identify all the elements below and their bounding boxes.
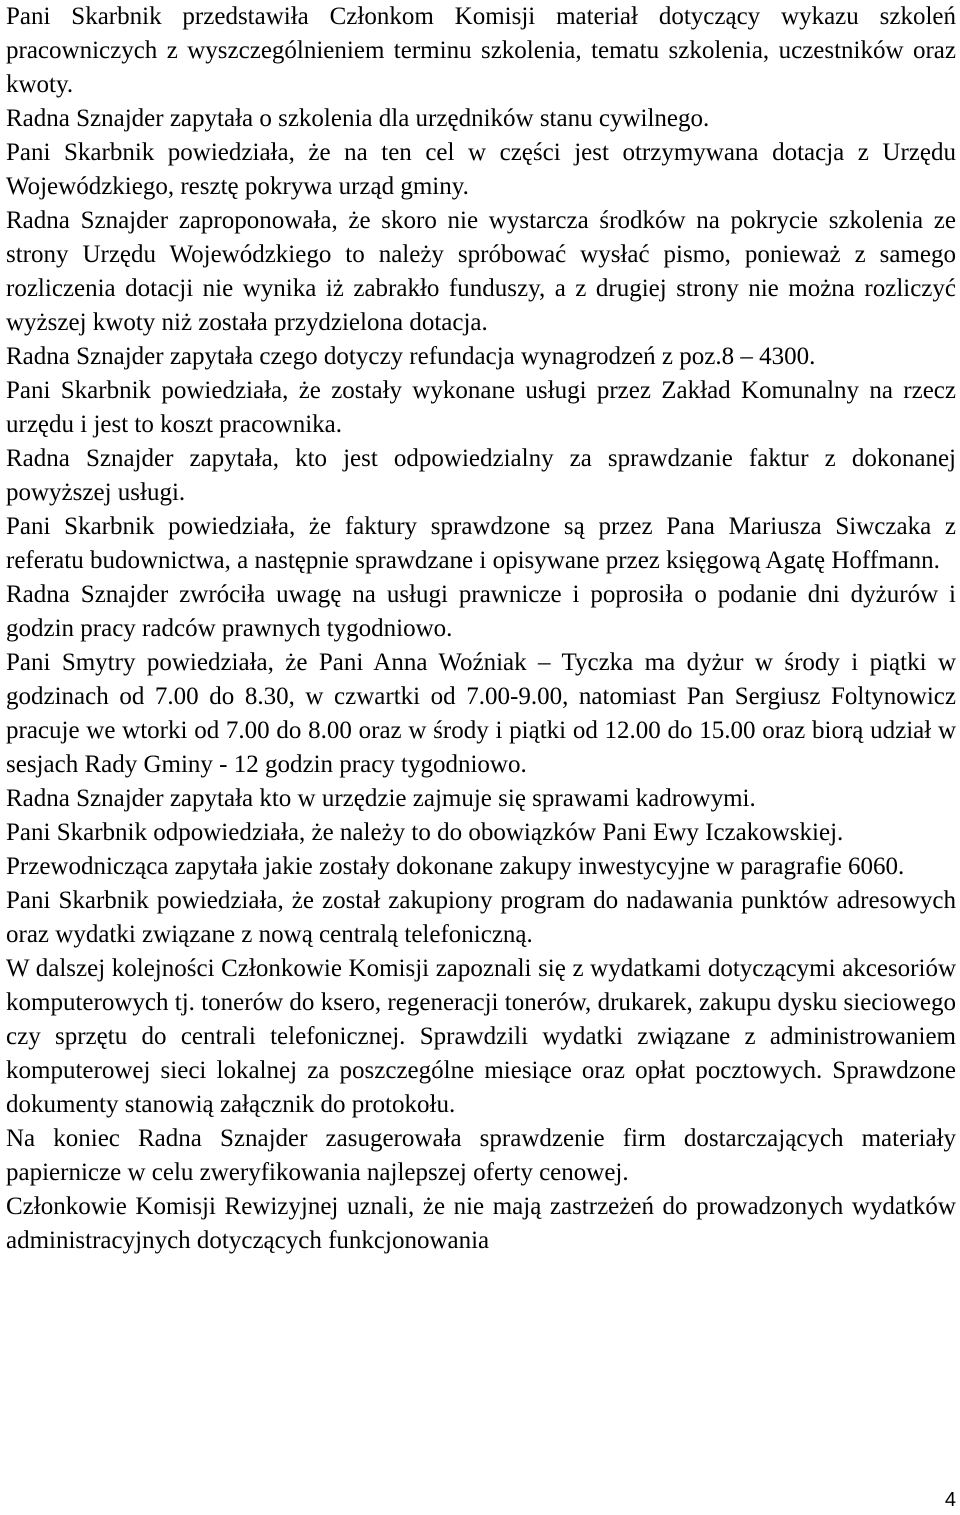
paragraph: Radna Sznajder zapytała czego dotyczy refundacja wynagrodzeń z poz.8 – 4300. xyxy=(6,343,816,370)
paragraph: Pani Skarbnik odpowiedziała, że należy to do obowiązków Pani Ewy Iczakowskiej. xyxy=(6,819,844,846)
paragraph: Radna Sznajder zaproponowała, że skoro nie wystarcza środków na pokrycie szkolenia ze strony Urzędu Wojewódzkiego to należy spróbować wysłać pismo, ponieważ z samego rozliczenia dotacji nie wynika iż zabrakło funduszy, a z drugiej strony nie można rozliczyć wyższej kwoty niż została przydzielona dotacja. xyxy=(6,207,956,336)
paragraph: Radna Sznajder zapytała kto w urzędzie zajmuje się sprawami kadrowymi. xyxy=(6,785,756,812)
paragraph: Na koniec Radna Sznajder zasugerowała sprawdzenie firm dostarczających materiały papiernicze w celu zweryfikowania najlepszej oferty cenowej. xyxy=(6,1125,956,1186)
paragraph: Przewodnicząca zapytała jakie zostały dokonane zakupy inwestycyjne w paragrafie 6060. xyxy=(6,853,905,880)
document-body xyxy=(6,0,956,1258)
paragraph: Radna Sznajder zwróciła uwagę na usługi prawnicze i poprosiła o podanie dni dyżurów i godzin pracy radców prawnych tygodniowo. xyxy=(6,581,956,642)
paragraph: Pani Smytry powiedziała, że Pani Anna Woźniak – Tyczka ma dyżur w środy i piątki w godzinach od 7.00 do 8.30, w czwartki od 7.00-9.00, natomiast Pan Sergiusz Foltynowicz pracuje we wtorki od 7.00 do 8.00 oraz w środy i piątki od 12.00 do 15.00 oraz biorą udział w sesjach Rady Gminy - 12 godzin pracy tygodniowo. xyxy=(6,649,956,778)
paragraph: Pani Skarbnik powiedziała, że został zakupiony program do nadawania punktów adresowych oraz wydatki związane z nową centralą telefoniczną. xyxy=(6,887,956,948)
paragraph: Członkowie Komisji Rewizyjnej uznali, że nie mają zastrzeżeń do prowadzonych wydatków administracyjnych dotyczących funkcjonowania xyxy=(6,1193,956,1254)
paragraph: Pani Skarbnik powiedziała, że na ten cel w części jest otrzymywana dotacja z Urzędu Wojewódzkiego, resztę pokrywa urząd gminy. xyxy=(6,139,956,200)
paragraph: Pani Skarbnik powiedziała, że faktury sprawdzone są przez Pana Mariusza Siwczaka z referatu budownictwa, a następnie sprawdzane i opisywane przez księgową Agatę Hoffmann. xyxy=(6,513,956,574)
page-number: 4 xyxy=(944,1489,956,1511)
paragraph: W dalszej kolejności Członkowie Komisji zapoznali się z wydatkami dotyczącymi akcesoriów komputerowych tj. tonerów do ksero, regeneracji tonerów, drukarek, zakupu dysku sieciowego czy sprzętu do centrali telefonicznej. Sprawdzili wydatki związane z administrowaniem komputerowej sieci lokalnej za poszczególne miesiące oraz opłat pocztowych. Sprawdzone dokumenty stanowią załącznik do protokołu. xyxy=(6,955,956,1118)
paragraph: Radna Sznajder zapytała o szkolenia dla urzędników stanu cywilnego. xyxy=(6,105,710,132)
paragraph: Radna Sznajder zapytała, kto jest odpowiedzialny za sprawdzanie faktur z dokonanej powyższej usługi. xyxy=(6,445,956,506)
paragraph: Pani Skarbnik powiedziała, że zostały wykonane usługi przez Zakład Komunalny na rzecz urzędu i jest to koszt pracownika. xyxy=(6,377,956,438)
paragraph: Pani Skarbnik przedstawiła Członkom Komisji materiał dotyczący wykazu szkoleń pracowniczych z wyszczególnieniem terminu szkolenia, tematu szkolenia, uczestników oraz kwoty. xyxy=(6,3,956,98)
